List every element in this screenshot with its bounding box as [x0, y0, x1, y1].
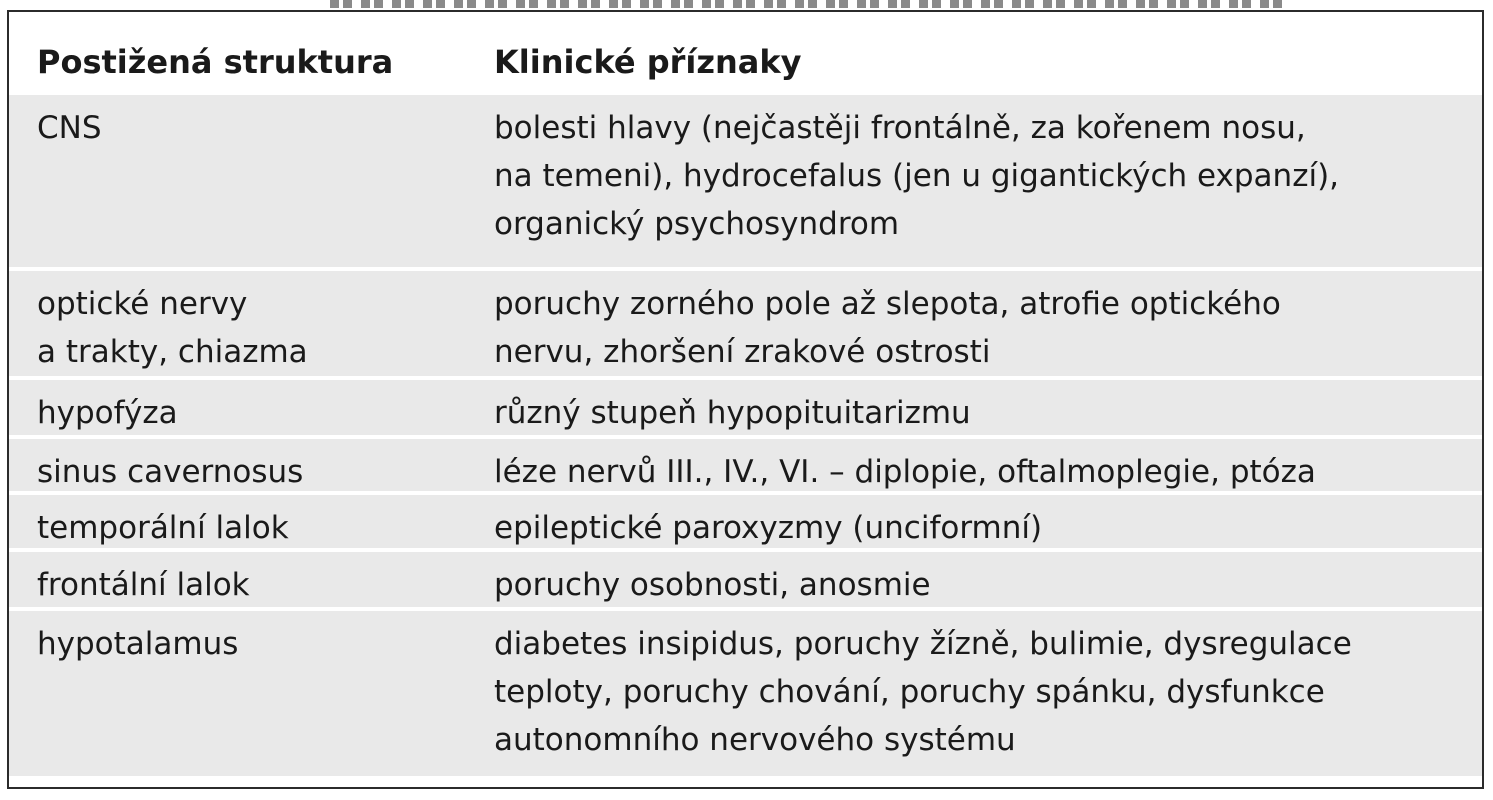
row-structure: CNS [37, 110, 102, 146]
table-row [9, 435, 1482, 491]
table-row [9, 491, 1482, 548]
table-header [9, 12, 1482, 91]
row-symptoms: diabetes insipidus, poruchy žízně, bulimie, dysregulace teploty, poruchy chování, poruchy spánku, dysfunkce autonomního nervového systému [494, 626, 1352, 758]
row-symptoms: různý stupeň hypopituitarizmu [494, 395, 971, 431]
table-row [9, 91, 1482, 267]
row-symptoms: bolesti hlavy (nejčastěji frontálně, za kořenem nosu, na temeni), hydrocefalus (jen u gigantických expanzí), organický psychosyndrom [494, 110, 1340, 242]
cropped-text-strip [330, 0, 1290, 8]
row-structure: hypotalamus [37, 626, 239, 662]
row-symptoms: poruchy osobnosti, anosmie [494, 567, 931, 603]
row-structure: temporální lalok [37, 510, 289, 546]
row-symptoms: poruchy zorného pole až slepota, atrofie optického nervu, zhoršení zrakové ostrosti [494, 286, 1281, 370]
row-structure: hypofýza [37, 395, 178, 431]
symptoms-table [7, 10, 1484, 789]
row-symptoms: léze nervů III., IV., VI. – diplopie, oftalmoplegie, ptóza [494, 454, 1316, 490]
table-row [9, 376, 1482, 435]
row-structure: optické nervy a trakty, chiazma [37, 286, 308, 370]
header-structure: Postižená struktura [37, 43, 394, 81]
row-structure: sinus cavernosus [37, 454, 304, 490]
table-row [9, 267, 1482, 376]
row-symptoms: epileptické paroxyzmy (unciformní) [494, 510, 1043, 546]
row-structure: frontální lalok [37, 567, 250, 603]
table-row [9, 548, 1482, 607]
table-row [9, 607, 1482, 776]
header-symptoms: Klinické příznaky [494, 43, 802, 81]
